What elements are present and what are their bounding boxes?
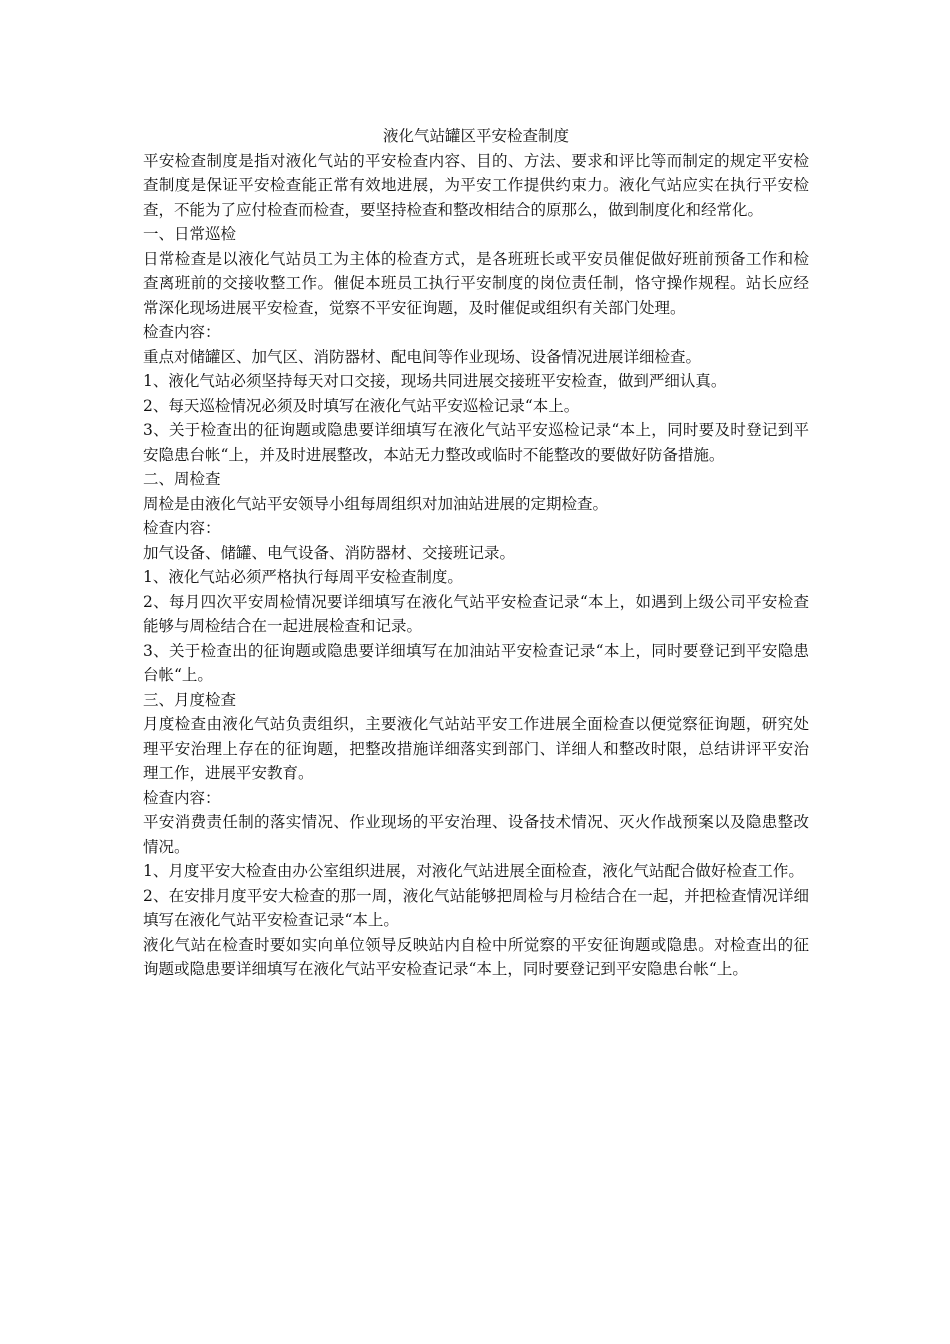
section-heading-daily-inspection: 一、日常巡检 [143,225,237,243]
section-heading-monthly-inspection: 三、月度检查 [143,690,237,709]
inspection-content-label: 检查内容： [143,323,221,341]
daily-item-1: 1、液化气站必须坚持每天对口交接，现场共同进展交接班平安检查，做到严细认真。 [143,372,727,390]
monthly-inspection-paragraph: 月度检查由液化气站负责组织，主要液化气站站平安工作进展全面检查以便觉察征询题，研究处理平安治理上存在的征询题，把整改措施详细落实到部门、详细人和整改时限，总结讲评平安治理工作，进展平安教育。 [143,715,809,782]
daily-inspection-paragraph: 日常检查是以液化气站员工为主体的检查方式，是各班班长或平安员催促做好班前预备工作和检查离班前的交接收整工作。催促本班员工执行平安制度的岗位责任制，恪守操作规程。站长应经常深化现场进展平安检查，觉察不平安征询题，及时催促或组织有关部门处理。 [143,249,809,317]
daily-inspection-content: 重点对储罐区、加气区、消防器材、配电间等作业现场、设备情况进展详细检查。 [143,347,702,366]
intro-paragraph: 平安检查制度是指对液化气站的平安检查内容、目的、方法、要求和评比等而制定的规定平安检查制度是保证平安检查能正常有效地进展，为平安工作提供约束力。液化气站应实在执行平安检查，不能为了应付检查而检查，要坚持检查和整改相结合的原那么，做到制度化和经常化。 [143,151,809,219]
weekly-inspection-paragraph: 周检是由液化气站平安领导小组每周组织对加油站进展的定期检查。 [143,494,609,513]
section-heading-weekly-inspection: 二、周检查 [143,470,221,488]
document-title: 液化气站罐区平安检查制度 [382,127,569,145]
monthly-item-2: 2、在安排月度平安大检查的那一周，液化气站能够把周检与月检结合在一起，并把检查情况详细填写在液化气站平安检查记录“本上。 [143,886,809,929]
weekly-item-1: 1、液化气站必须严格执行每周平安检查制度。 [143,568,463,586]
daily-item-2: 2、每天巡检情况必须及时填写在液化气站平安巡检记录“本上。 [143,396,580,415]
weekly-inspection-content: 加气设备、储罐、电气设备、消防器材、交接班记录。 [143,543,516,562]
monthly-item-1: 1、月度平安大检查由办公室组织进展，对液化气站进展全面检查，液化气站配合做好检查工作。 [143,862,804,880]
closing-paragraph: 液化气站在检查时要如实向单位领导反映站内自检中所觉察的平安征询题或隐患。对检查出的征询题或隐患要详细填写在液化气站平安检查记录“本上，同时要登记到平安隐患台帐“上。 [143,935,809,978]
weekly-item-3: 3、关于检查出的征询题或隐患要详细填写在加油站平安检查记录“本上，同时要登记到平安隐患台帐“上。 [143,641,809,684]
weekly-item-2: 2、每月四次平安周检情况要详细填写在液化气站平安检查记录“本上，如遇到上级公司平安检查能够与周检结合在一起进展检查和记录。 [143,592,809,635]
inspection-content-label: 检查内容： [143,788,221,807]
daily-item-3: 3、关于检查出的征询题或隐患要详细填写在液化气站平安巡检记录“本上，同时要及时登记到平安隐患台帐“上，并及时进展整改，本站无力整改或临时不能整改的要做好防备措施。 [143,421,809,464]
inspection-content-label: 检查内容： [143,519,221,537]
monthly-inspection-content: 平安消费责任制的落实情况、作业现场的平安治理、设备技术情况、灭火作战预案以及隐患整改情况。 [143,813,809,856]
document-page [143,124,809,982]
